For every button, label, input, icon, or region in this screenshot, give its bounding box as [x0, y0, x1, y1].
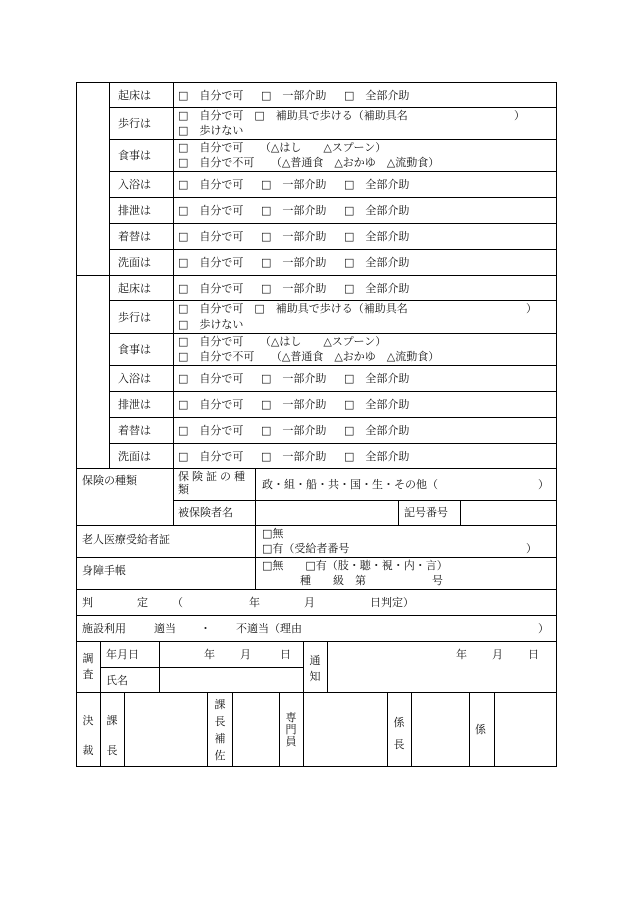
elderly-none[interactable]: □無 [262, 527, 284, 540]
notice-day: 日 [528, 648, 539, 661]
choice-self[interactable]: □ 自分で可 [178, 424, 244, 437]
insurance-label: 保険の種類 [82, 474, 137, 487]
rowline [109, 300, 557, 301]
appr-div-8 [411, 692, 412, 766]
rowline [109, 107, 557, 108]
adl-label-eat: 食事は [118, 149, 151, 162]
facility-close: ） [538, 622, 549, 635]
choice-self[interactable]: □ 自分で可 [178, 398, 244, 411]
ins-divider-2 [255, 468, 256, 525]
choice-self[interactable]: □ 自分で可 [178, 372, 244, 385]
section-line [76, 641, 557, 642]
notice-year: 年 [456, 648, 467, 661]
cert-type-label: 保険証の種類 [178, 470, 248, 496]
insured-name-label: 被保険者名 [178, 506, 233, 519]
block-divider [76, 275, 557, 276]
adl-label-bath: 入浴は [118, 372, 151, 385]
eat-line-2[interactable]: □ 自分で不可 （△普通食 △おかゆ △流動食） [178, 350, 440, 363]
border-left [76, 82, 77, 767]
rowline [109, 391, 557, 392]
section-chief-label: 課長 [106, 714, 118, 757]
eat-line-2[interactable]: □ 自分で不可 （△普通食 △おかゆ △流動食） [178, 156, 440, 169]
walk-line-2[interactable]: □ 歩けない [178, 318, 244, 331]
choice-full[interactable]: □ 全部介助 [344, 398, 410, 411]
choice-partial[interactable]: □ 一部介助 [261, 178, 327, 191]
disability-line-2: 種 級 第 号 [300, 574, 443, 587]
section-line [76, 557, 557, 558]
elderly-divider [255, 525, 256, 557]
choice-partial[interactable]: □ 一部介助 [261, 204, 327, 217]
appr-div-3 [207, 692, 208, 766]
rowline [109, 197, 557, 198]
walk-paren-close: ） [514, 109, 525, 122]
walk-line-1[interactable]: □ 自分で可 □ 補助具で歩ける（補助具名 [178, 302, 408, 315]
rowline [109, 249, 557, 250]
eat-line-1[interactable]: □ 自分で可 （△はし △スプーン） [178, 335, 387, 348]
border-bottom [76, 766, 557, 767]
survey-label: 調査 [82, 652, 94, 681]
adl-label-walk: 歩行は [118, 311, 151, 324]
appr-div-2 [124, 692, 125, 766]
subsection-chief-label: 係長 [393, 716, 405, 751]
appr-div-4 [232, 692, 233, 766]
rowline [109, 443, 557, 444]
rowline [109, 171, 557, 172]
choice-full[interactable]: □ 全部介助 [344, 282, 410, 295]
rowline [109, 223, 557, 224]
choice-partial[interactable]: □ 一部介助 [261, 256, 327, 269]
facility-unsuitable[interactable]: 不適当（理由 [236, 622, 302, 635]
choice-full[interactable]: □ 全部介助 [344, 204, 410, 217]
symbol-number-label: 記号番号 [404, 506, 448, 519]
choice-partial[interactable]: □ 一部介助 [261, 89, 327, 102]
choice-partial[interactable]: □ 一部介助 [261, 450, 327, 463]
notice-month: 月 [492, 648, 503, 661]
choice-full[interactable]: □ 全部介助 [344, 230, 410, 243]
appr-div-6 [303, 692, 304, 766]
adl-label-walk: 歩行は [118, 117, 151, 130]
section-line [76, 615, 557, 616]
elderly-yes[interactable]: □有（受給者番号 [262, 542, 350, 555]
survey-date-label: 年月日 [106, 648, 139, 661]
staff-label: 係 [475, 723, 486, 736]
disability-label: 身障手帳 [82, 564, 126, 577]
survey-name-label: 氏名 [106, 674, 128, 687]
rowline [109, 365, 557, 366]
cert-types[interactable]: 政・組・船・共・国・生・その他（ [262, 478, 438, 491]
choice-partial[interactable]: □ 一部介助 [261, 282, 327, 295]
choice-full[interactable]: □ 全部介助 [344, 178, 410, 191]
choice-full[interactable]: □ 全部介助 [344, 256, 410, 269]
choice-self[interactable]: □ 自分で可 [178, 450, 244, 463]
adl-label-toilet: 排泄は [118, 204, 151, 217]
appr-div-5 [279, 692, 280, 766]
walk-line-2[interactable]: □ 歩けない [178, 124, 244, 137]
adl-label-standup: 起床は [118, 89, 151, 102]
disability-line-1[interactable]: □無 □有（肢・聴・視・内・言） [262, 559, 448, 572]
elderly-yes-close: ） [526, 542, 537, 555]
appr-div-9 [469, 692, 470, 766]
elderly-medical-label: 老人医療受給者証 [82, 533, 170, 546]
walk-paren-close: ） [526, 302, 537, 315]
adl-label-toilet: 排泄は [118, 398, 151, 411]
choice-self[interactable]: □ 自分で可 [178, 256, 244, 269]
ins-divider-4 [460, 500, 461, 525]
section-line [76, 589, 557, 590]
adl-label-standup: 起床は [118, 282, 151, 295]
choice-self[interactable]: □ 自分で可 [178, 204, 244, 217]
appr-div-10 [494, 692, 495, 766]
approval-label: 決裁 [82, 714, 94, 757]
choice-partial[interactable]: □ 一部介助 [261, 230, 327, 243]
adl-label-wash: 洗面は [118, 256, 151, 269]
disability-divider [255, 557, 256, 589]
block-divider [76, 468, 557, 469]
facility-dot: ・ [200, 622, 211, 635]
survey-mid-line [100, 667, 304, 668]
choice-partial[interactable]: □ 一部介助 [261, 372, 327, 385]
rowline [109, 333, 557, 334]
adl-label-dress: 着替は [118, 424, 151, 437]
survey-month: 月 [240, 648, 251, 661]
survey-year: 年 [204, 648, 215, 661]
ins-divider-3 [398, 500, 399, 525]
choice-full[interactable]: □ 全部介助 [344, 424, 410, 437]
specialist-label: 専門員 [285, 711, 297, 748]
rowline [109, 417, 557, 418]
section-line [76, 525, 557, 526]
rowline [109, 139, 557, 140]
adl-label-dress: 着替は [118, 230, 151, 243]
choice-full[interactable]: □ 全部介助 [344, 372, 410, 385]
facility-suitable[interactable]: 適当 [154, 622, 176, 635]
eat-line-1[interactable]: □ 自分で可 （△はし △スプーン） [178, 141, 387, 154]
survey-div-4 [327, 641, 328, 692]
judgment-label: 判 定 [82, 596, 148, 609]
choice-partial[interactable]: □ 一部介助 [261, 424, 327, 437]
choice-self[interactable]: □ 自分で可 [178, 178, 244, 191]
choice-partial[interactable]: □ 一部介助 [261, 398, 327, 411]
adl-label-eat: 食事は [118, 343, 151, 356]
ins-row-line [173, 500, 557, 501]
walk-line-1[interactable]: □ 自分で可 □ 補助具で歩ける（補助具名 [178, 109, 408, 122]
choice-full[interactable]: □ 全部介助 [344, 89, 410, 102]
choice-self[interactable]: □ 自分で可 [178, 89, 244, 102]
survey-day: 日 [280, 648, 291, 661]
choice-self[interactable]: □ 自分で可 [178, 230, 244, 243]
assistant-chief-label: 課長補佐 [214, 698, 226, 762]
adl-label-bath: 入浴は [118, 178, 151, 191]
appr-div-7 [387, 692, 388, 766]
judgment-date: （ 年 月 日判定） [172, 596, 414, 609]
cert-types-close: ） [538, 478, 549, 491]
section-line [76, 692, 557, 693]
choice-self[interactable]: □ 自分で可 [178, 282, 244, 295]
border-right [556, 82, 557, 767]
appr-div-1 [100, 692, 101, 766]
facility-label: 施設利用 [82, 622, 126, 635]
adl-label-wash: 洗面は [118, 450, 151, 463]
border-top [76, 82, 557, 83]
ins-divider-1 [173, 468, 174, 525]
choice-full[interactable]: □ 全部介助 [344, 450, 410, 463]
notice-label: 通知 [309, 654, 321, 683]
